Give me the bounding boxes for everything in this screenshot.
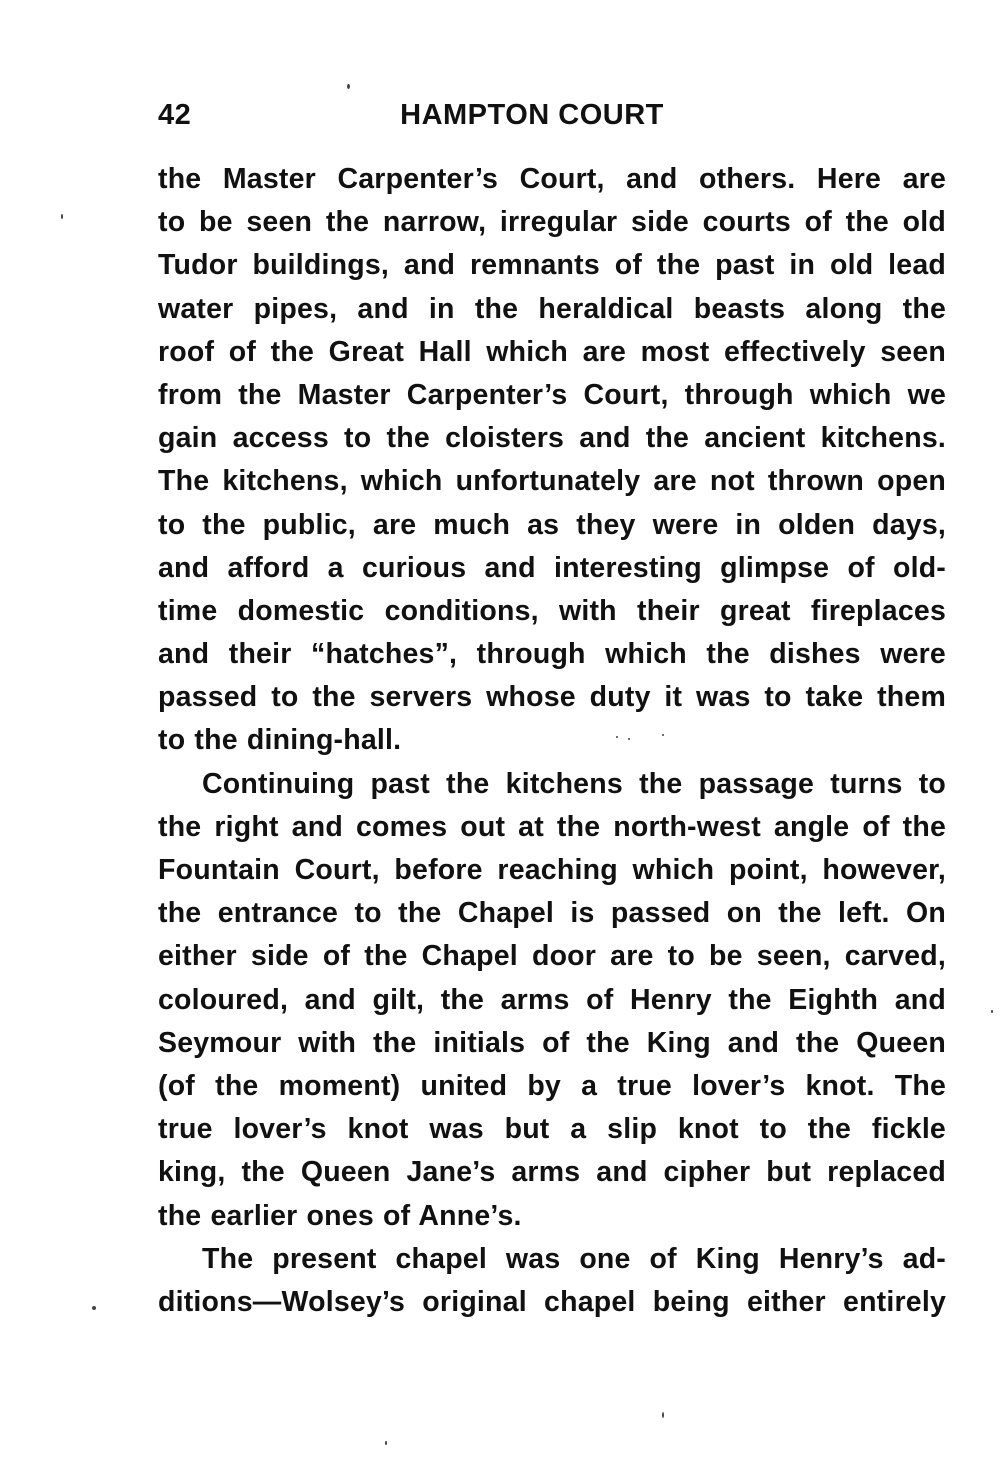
text-line: king, the Queen Jane’s arms and cipher but replaced bbox=[158, 1156, 946, 1189]
text-line: Continuing past the kitchens the passage turns to bbox=[202, 767, 946, 800]
text-line: roof of the Great Hall which are most effectively seen bbox=[158, 335, 946, 368]
scan-speck bbox=[347, 84, 350, 89]
body-text bbox=[158, 158, 946, 1324]
scan-speck bbox=[385, 1441, 387, 1445]
running-title: HAMPTON COURT bbox=[400, 99, 664, 131]
text-line: to be seen the narrow, irregular side courts of the old bbox=[158, 206, 946, 239]
text-line: the entrance to the Chapel is passed on the left. On bbox=[158, 897, 946, 930]
scan-speck bbox=[662, 1412, 664, 1418]
scan-speck bbox=[61, 214, 63, 219]
text-line: and afford a curious and interesting glimpse of old- bbox=[158, 551, 946, 584]
text-line: either side of the Chapel door are to be seen, carved, bbox=[158, 940, 946, 973]
page-number: 42 bbox=[158, 99, 192, 131]
text-line: passed to the servers whose duty it was to take them bbox=[158, 681, 946, 714]
text-line: the Master Carpenter’s Court, and others. Here are bbox=[158, 163, 946, 195]
text-line: Tudor buildings, and remnants of the past in old lead bbox=[158, 249, 946, 282]
text-line: from the Master Carpenter’s Court, through which we bbox=[158, 378, 946, 411]
text-line: Fountain Court, before reaching which point, however, bbox=[158, 854, 946, 886]
text-line: the right and comes out at the north-west angle of the bbox=[158, 810, 946, 843]
scan-speck bbox=[628, 738, 630, 740]
text-line: gain access to the cloisters and the ancient kitchens. bbox=[158, 422, 946, 455]
text-line: water pipes, and in the heraldical beasts along the bbox=[158, 292, 946, 325]
scan-speck bbox=[616, 736, 618, 738]
scan-speck bbox=[991, 1010, 993, 1013]
text-line: to the public, are much as they were in olden days, bbox=[158, 508, 946, 541]
text-line: (of the moment) united by a true lover’s knot. The bbox=[158, 1069, 946, 1102]
paragraph-2 bbox=[158, 763, 946, 1238]
paragraph-3 bbox=[158, 1238, 946, 1324]
text-line: and their “hatches”, through which the dishes were bbox=[158, 638, 946, 671]
text-line: coloured, and gilt, the arms of Henry the Eighth and bbox=[158, 983, 946, 1016]
text-line: time domestic conditions, with their great fireplaces bbox=[158, 594, 946, 627]
text-line: true lover’s knot was but a slip knot to the fickle bbox=[158, 1113, 946, 1146]
text-line: ditions—Wolsey’s original chapel being either entirely bbox=[158, 1285, 946, 1318]
scan-speck bbox=[662, 734, 664, 736]
text-line: to the dining-hall. bbox=[158, 724, 402, 757]
text-line: The kitchens, which unfortunately are not thrown open bbox=[158, 465, 946, 498]
paragraph-1 bbox=[158, 158, 946, 763]
text-line: Seymour with the initials of the King and the Queen bbox=[158, 1026, 946, 1059]
running-header bbox=[158, 99, 946, 143]
scan-speck bbox=[92, 1306, 96, 1310]
text-line: the earlier ones of Anne’s. bbox=[158, 1199, 522, 1232]
text-line: The present chapel was one of King Henry’s ad- bbox=[202, 1242, 946, 1275]
